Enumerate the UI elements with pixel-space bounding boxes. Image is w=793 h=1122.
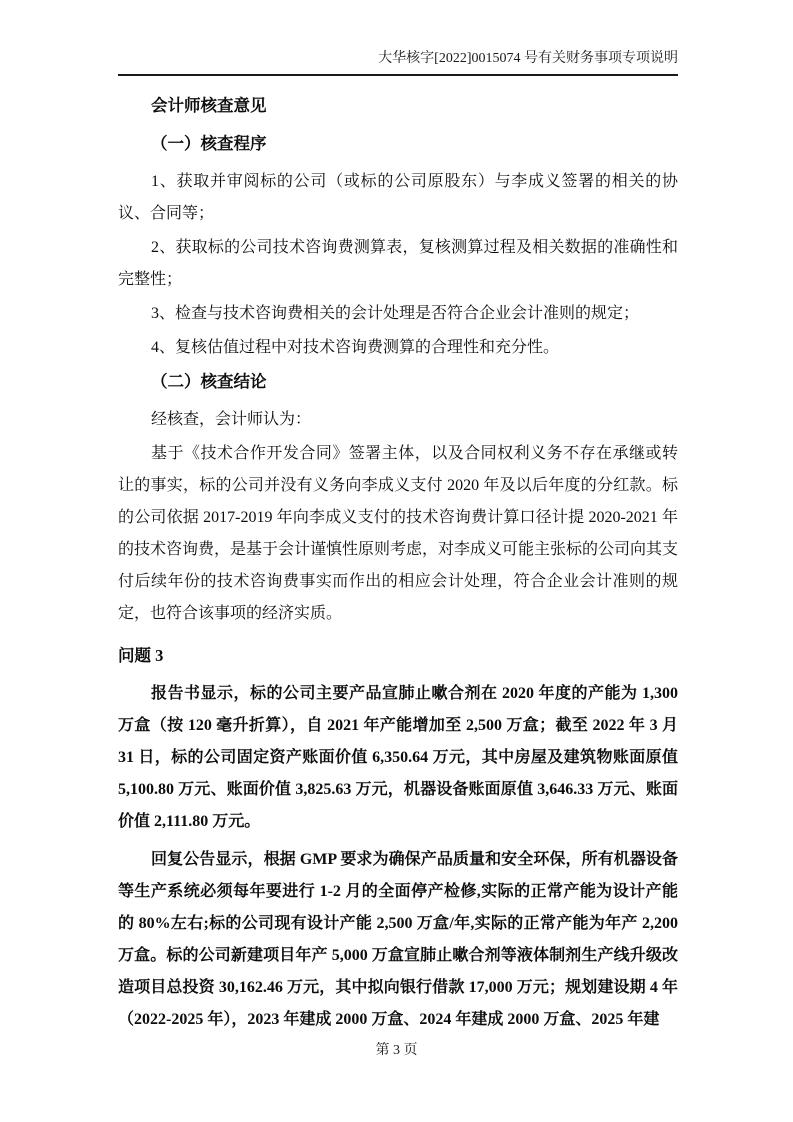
heading-verification-procedures: （一）核查程序 (151, 134, 267, 153)
document-body (118, 90, 678, 1042)
heading-question-3: 问题 3 (118, 646, 164, 665)
paragraph-procedure-3: 3、检查与技术咨询费相关的会计处理是否符合企业会计准则的规定； (151, 305, 640, 322)
heading-auditor-verification-opinion: 会计师核查意见 (151, 96, 267, 115)
paragraph-reply-announcement: 回复公告显示，根据 GMP 要求为确保产品质量和安全环保，所有机器设备等生产系统必须每年要进行 1-2 月的全面停产检修,实际的正常产能为设计产能的 80%左右;标的公司现有设计产能 2,500 万盒/年,实际的正常产能为年产 2,200 万盒。标的公司新建项目年产 5,000 万盒宣肺止嗽合剂等液体制剂生产线升级改造项目总投资 30,162.46 万元，其中拟向银行借款 17,000 万元；规划建设期 4 年（2022-2025 年），2023 年建成 2000 万盒、2024 年建成 2000 万盒、2025 年建 (118, 851, 678, 1028)
paragraph-procedure-1: 1、获取并审阅标的公司（或标的公司原股东）与李成义签署的相关的协议、合同等； (118, 173, 678, 222)
page-header (118, 50, 678, 76)
paragraph-procedure-4: 4、复核估值过程中对技术咨询费测算的合理性和充分性。 (151, 339, 560, 356)
paragraph-conclusion-body: 基于《技术合作开发合同》签署主体，以及合同权利义务不存在承继或转让的事实，标的公司并没有义务向李成义支付 2020 年及以后年度的分红款。标的公司依据 2017-2019 年向李成义支付的技术咨询费计算口径计提 2020-2021 年的技术咨询费，是基于会计谨慎性原则考虑，对李成义可能主张标的公司向其支付后续年份的技术咨询费事实而作出的相应会计处理，符合企业会计准则的规定，也符合该事项的经济实质。 (118, 445, 679, 622)
paragraph-conclusion-intro: 经核查，会计师认为： (151, 411, 312, 428)
heading-verification-conclusion: （二）核查结论 (151, 372, 267, 391)
paragraph-procedure-2: 2、获取标的公司技术咨询费测算表，复核测算过程及相关数据的准确性和完整性； (118, 239, 678, 288)
header-title: 大华核字[2022]0015074 号有关财务事项专项说明 (378, 51, 678, 66)
page-number: 第 3 页 (375, 1043, 418, 1058)
page-footer (0, 1042, 793, 1060)
paragraph-report-disclosure: 报告书显示，标的公司主要产品宣肺止嗽合剂在 2020 年度的产能为 1,300 万盒（按 120 毫升折算），自 2021 年产能增加至 2,500 万盒；截至 2022 年 3 月 31 日，标的公司固定资产账面价值 6,350.64 万元，其中房屋及建筑物账面原值 5,100.80 万元、账面价值 3,825.63 万元，机器设备账面原值 3,646.33 万元、账面价值 2,111.80 万元。 (118, 685, 678, 830)
